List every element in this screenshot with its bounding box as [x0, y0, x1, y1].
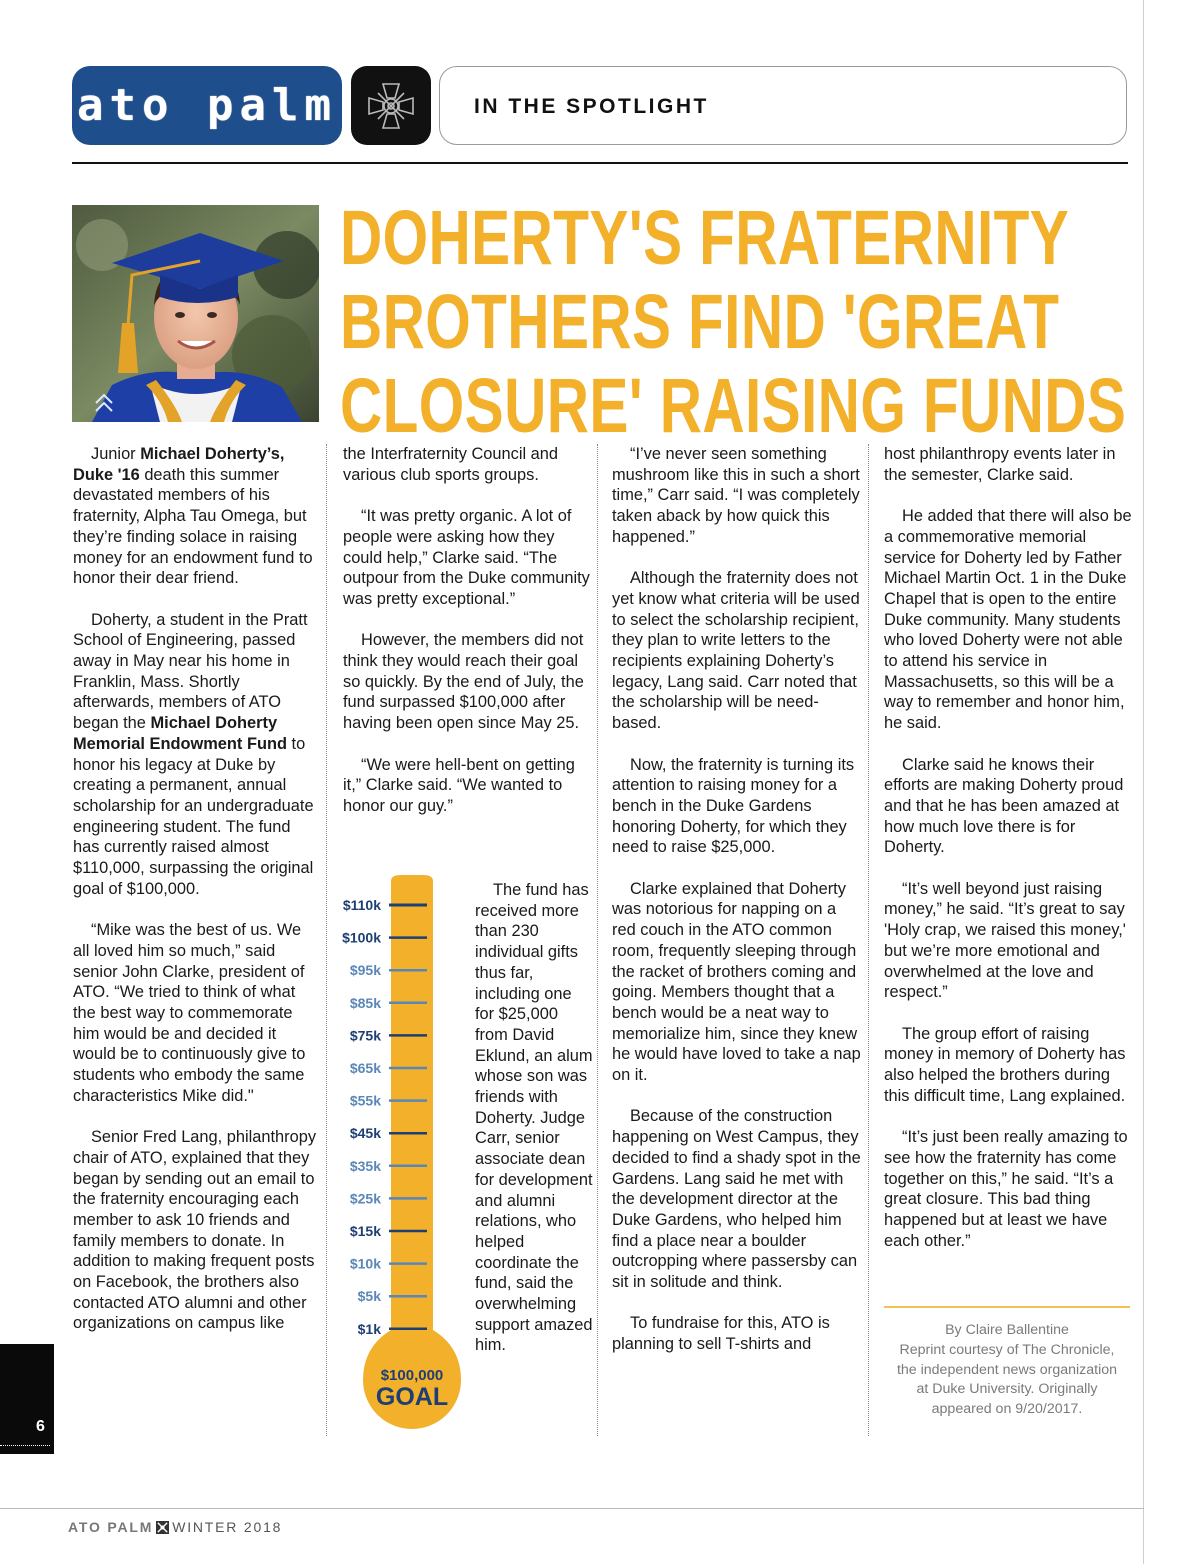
byline-divider: [884, 1306, 1130, 1308]
paragraph: Clarke explained that Doherty was notorious for napping on a red couch in the ATO common room, frequently sleeping through the racket of brothers coming and going. Members thought that a bench would be a neat way to memorialize him, since they knew he would have loved to take a nap on it.: [612, 879, 861, 1085]
thermometer-tick-label: $15k: [349, 1223, 381, 1239]
article-headline: [340, 195, 1127, 449]
brand-logo: [72, 66, 342, 145]
header-divider: [72, 162, 1128, 164]
headline-line-3: CLOSURE' RAISING FUNDS: [340, 363, 1127, 449]
thermometer-tick-label: $25k: [349, 1190, 381, 1207]
paragraph: Now, the fraternity is turning its attention to raising money for a bench in the Duke Gardens honoring Doherty, for which they need to raise $25,000.: [612, 755, 855, 857]
page-tab-dots: [0, 1445, 50, 1446]
paragraph: Clarke said he knows their efforts are making Doherty proud and that he has been amazed at how much love there is for Doherty.: [884, 755, 1124, 857]
page-edge-rule: [1143, 0, 1144, 1564]
goal-amount: $100,000: [380, 1367, 444, 1384]
byline-credit: the independent news organization: [896, 1361, 1118, 1378]
thermometer-tick-label: $75k: [349, 1027, 381, 1044]
thermometer-tick-label: $1k: [357, 1320, 381, 1337]
ato-crest-small-icon: [156, 1521, 169, 1534]
thermometer-tick-label: $10k: [349, 1255, 381, 1272]
byline: [884, 1321, 1130, 1420]
headline-line-1: DOHERTY'S FRATERNITY: [340, 195, 1070, 281]
page-number-tab: [0, 1344, 54, 1454]
name-highlight: Michael Doherty’s, Duke '16: [73, 445, 285, 484]
footer: [68, 1519, 282, 1535]
column-divider: [326, 444, 327, 1436]
paragraph: “It’s well beyond just raising money,” he said. “It’s great to say 'Holy crap, we raised this money,' but we’re more emotional and overwhelmed at the love and respect.”: [884, 879, 1126, 1002]
paragraph: However, the members did not think they would reach their goal so quickly. By the end of July, the fund surpassed $100,000 after having been open since May 25.: [343, 631, 584, 733]
paragraph: Senior Fred Lang, philanthropy chair of ATO, explained that they began by sending out an email to the fraternity encouraging each member to ask 10 friends and family members to donate. In addition to making frequent posts on Facebook, the brothers also contacted ATO alumni and other organizations on campus like: [73, 1128, 317, 1333]
article-column-4: [884, 444, 1134, 1272]
paragraph: He added that there will also be a commemorative memorial service for Doherty led by Father Michael Martin Oct. 1 in the Duke Chapel that is open to the entire Duke community. Many students who loved Doherty were not able to attend his service in Massachusetts, so this will be a way to remember and honor him, he said.: [884, 507, 1132, 733]
paragraph: Doherty, a student in the Pratt School of Engineering, passed away in May near his home in Franklin, Mass. Shortly afterwards, members of ATO began the Michael Doherty Memorial Endowment Fund to honor his legacy at Duke by creating a permanent, annual scholarship for an undergraduate engineering student. The fund has currently raised almost $110,000, surpassing the original goal of $100,000.: [73, 610, 314, 898]
thermometer-tick-label: $100k: [342, 929, 381, 946]
thermometer-tick-label: $110k: [342, 897, 381, 913]
brand-name: ato palm: [77, 80, 337, 131]
thermometer-body: [363, 875, 461, 1429]
byline-credit: at Duke University. Originally: [916, 1381, 1098, 1398]
thermometer-tick-label: $35k: [349, 1157, 381, 1174]
thermometer-tick-label: $65k: [349, 1060, 381, 1076]
article-column-3: [612, 444, 862, 1376]
thermometer-tick-label: $55k: [349, 1092, 381, 1109]
byline-credit: Reprint courtesy of The Chronicle,: [899, 1341, 1115, 1358]
section-label: IN THE SPOTLIGHT: [474, 95, 709, 118]
graduation-photo: [72, 205, 319, 422]
byline-author: By Claire Ballentine: [945, 1322, 1069, 1338]
paragraph: Because of the construction happening on West Campus, they decided to find a shady spot in the Gardens. Lang said he met with the development director at the Duke Gardens, who helped him find a place near a boulder outcropping where passersby can sit in solitude and think.: [612, 1107, 861, 1292]
column-divider: [597, 444, 598, 1436]
byline-credit: appeared on 9/20/2017.: [931, 1401, 1083, 1418]
fundraising-thermometer: [333, 875, 463, 1435]
article-column-1: [73, 444, 321, 1355]
section-banner: [439, 66, 1127, 145]
paragraph: “We were hell-bent on getting it,” Clarke said. “We wanted to honor our guy.”: [343, 755, 575, 815]
ato-crest-icon: [351, 66, 431, 145]
headline-line-2: BROTHERS FIND 'GREAT: [340, 279, 1060, 365]
thermometer-tick-label: $95k: [349, 962, 381, 979]
column-divider: [868, 444, 869, 1436]
paragraph: “Mike was the best of us. We all loved him so much,” said senior John Clarke, president of ATO. “We tried to think of what the best way to commemorate him would be and decided it would be to continuously give to students who embody the same characteristics Mike did.": [73, 921, 306, 1105]
fund-name-highlight: Michael Doherty Memorial Endowment Fund: [73, 714, 287, 753]
issue-label: WINTER 2018: [172, 1519, 283, 1535]
paragraph: To fundraise for this, ATO is planning to sell T-shirts and: [612, 1314, 830, 1354]
paragraph: The group effort of raising money in memory of Doherty has also helped the brothers during this difficult time, Lang explained.: [884, 1024, 1126, 1105]
footer-divider: [0, 1508, 1144, 1509]
thermometer-tick-label: $85k: [349, 994, 381, 1011]
page-number: 6: [36, 1418, 45, 1435]
article-column-2: [343, 444, 593, 837]
thermometer-tick-label: $45k: [349, 1125, 381, 1142]
goal-label: GOAL: [375, 1383, 449, 1411]
paragraph: host philanthropy events later in the semester, Clarke said.: [884, 445, 1116, 484]
paragraph: Although the fraternity does not yet know what criteria will be used to select the scholarship recipient, they plan to write letters to the recipients explaining Doherty’s legacy, Lang said. Carr noted that the scholarship will be need-based.: [612, 569, 860, 733]
magazine-name: ATO PALM: [68, 1519, 154, 1535]
paragraph: The fund has received more than 230 individual gifts thus far, including one for $25,000 from David Eklund, an alum whose son was friends with Doherty. Judge Carr, senior associate dean for development and alumni relations, who helped coordinate the fund, said the overwhelming support amazed him.: [475, 881, 593, 1355]
paragraph: Junior Michael Doherty’s, Duke '16 death this summer devastated members of his fraternity, Alpha Tau Omega, but they’re finding solace in raising money for an endowment fund to honor their dear friend.: [73, 445, 313, 588]
paragraph: “It’s just been really amazing to see how the fraternity has come together on this,” he said. “It’s a great closure. This bad thing happened but at least we have each other.”: [884, 1128, 1128, 1250]
fund-paragraph-wrap: [475, 880, 593, 1356]
paragraph: “It was pretty organic. A lot of people were asking how they could help,” Clarke said. “The outpour from the Duke community was pretty exceptional.”: [343, 507, 590, 608]
paragraph: the Interfraternity Council and various club sports groups.: [343, 445, 559, 484]
paragraph: “I’ve never seen something mushroom like this in such a short time,” Carr said. “I was completely taken aback by how quick this happened.”: [612, 445, 860, 546]
thermometer-tick-label: $5k: [357, 1288, 381, 1305]
